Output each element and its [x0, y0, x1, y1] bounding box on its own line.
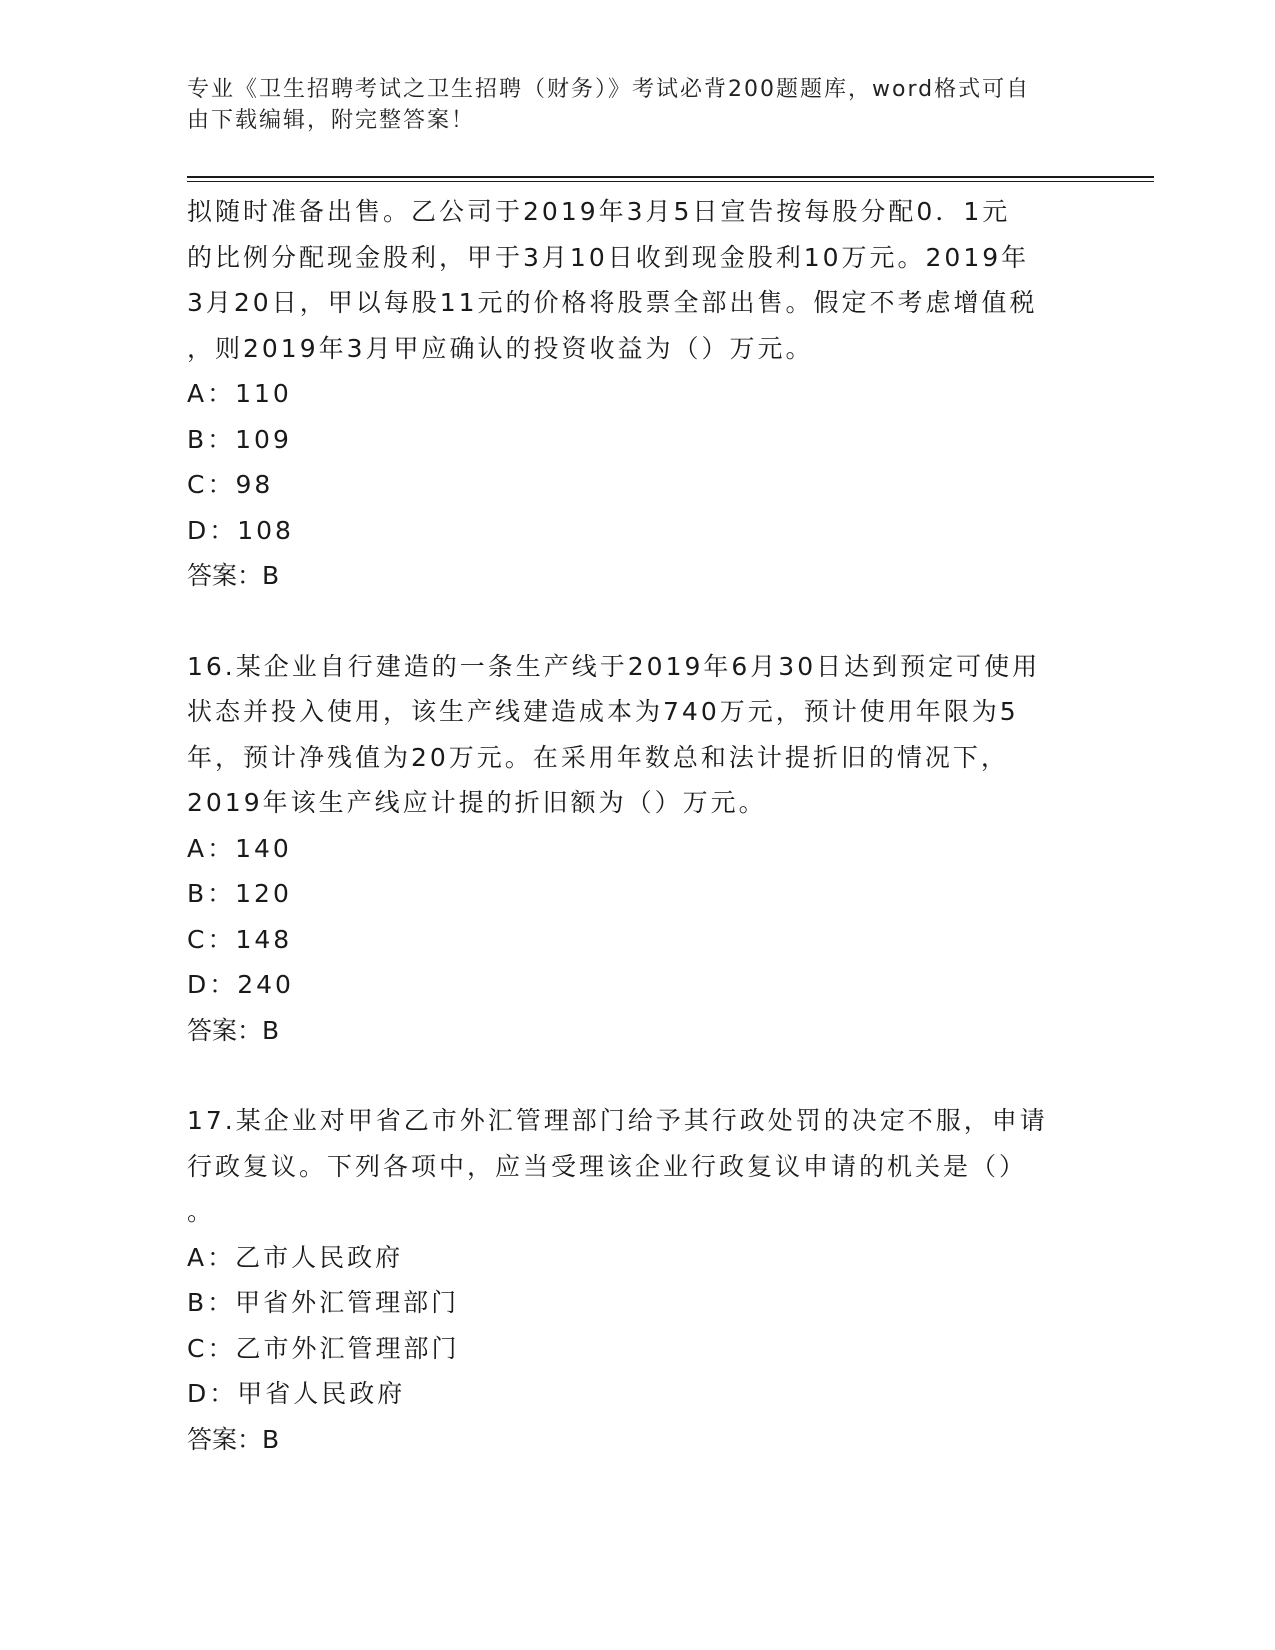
option-b: B：120	[187, 879, 292, 908]
header-divider-thick	[187, 176, 1154, 178]
document-body	[187, 189, 1087, 1462]
option-b: B：甲省外汇管理部门	[187, 1288, 460, 1317]
option-c: C：乙市外汇管理部门	[187, 1333, 460, 1363]
question-text-line: 3月20日，甲以每股11元的价格将股票全部出售。假定不考虑增值税	[187, 288, 1038, 317]
question-text-line: 年，预计净残值为20万元。在采用年数总和法计提折旧的情况下，	[187, 742, 1009, 772]
question-text-line: 2019年该生产线应计提的折旧额为（）万元。	[187, 788, 767, 817]
option-a: A：140	[187, 833, 292, 863]
question-text-line: 。	[187, 1197, 216, 1226]
option-d: D：108	[187, 515, 294, 545]
option-a: A：110	[187, 379, 292, 408]
document-header	[187, 74, 1087, 136]
spacer	[187, 1053, 1087, 1098]
question-16	[187, 644, 1087, 1054]
option-d: D：240	[187, 970, 294, 999]
question-text-line: 16.某企业自行建造的一条生产线于2019年6月30日达到预定可使用	[187, 651, 1041, 681]
question-text-line: 状态并投入使用，该生产线建造成本为740万元，预计使用年限为5	[187, 697, 1019, 726]
option-a: A：乙市人民政府	[187, 1242, 404, 1272]
answer: 答案：B	[187, 561, 280, 590]
option-c: C：148	[187, 924, 293, 954]
question-text-line: 行政复议。下列各项中，应当受理该企业行政复议申请的机关是（）	[187, 1151, 1028, 1181]
header-divider-thin	[187, 181, 1154, 182]
question-text-line: 的比例分配现金股利，甲于3月10日收到现金股利10万元。2019年	[187, 242, 1030, 272]
answer: 答案：B	[187, 1015, 280, 1045]
option-d: D：甲省人民政府	[187, 1379, 406, 1408]
question-15	[187, 189, 1087, 599]
question-17	[187, 1098, 1087, 1462]
header-line-1: 专业《卫生招聘考试之卫生招聘（财务）》考试必背200题题库，word格式可自	[187, 77, 1031, 102]
answer: 答案：B	[187, 1424, 280, 1454]
header-line-2: 由下载编辑，附完整答案！	[187, 108, 476, 133]
spacer	[187, 599, 1087, 644]
option-b: B：109	[187, 424, 292, 454]
question-text-line: 17.某企业对甲省乙市外汇管理部门给予其行政处罚的决定不服，申请	[187, 1106, 1048, 1135]
option-c: C：98	[187, 470, 274, 499]
question-text-line: ，则2019年3月甲应确认的投资收益为（）万元。	[187, 333, 814, 363]
question-text-line: 拟随时准备出售。乙公司于2019年3月5日宣告按每股分配0．1元	[187, 197, 1011, 226]
